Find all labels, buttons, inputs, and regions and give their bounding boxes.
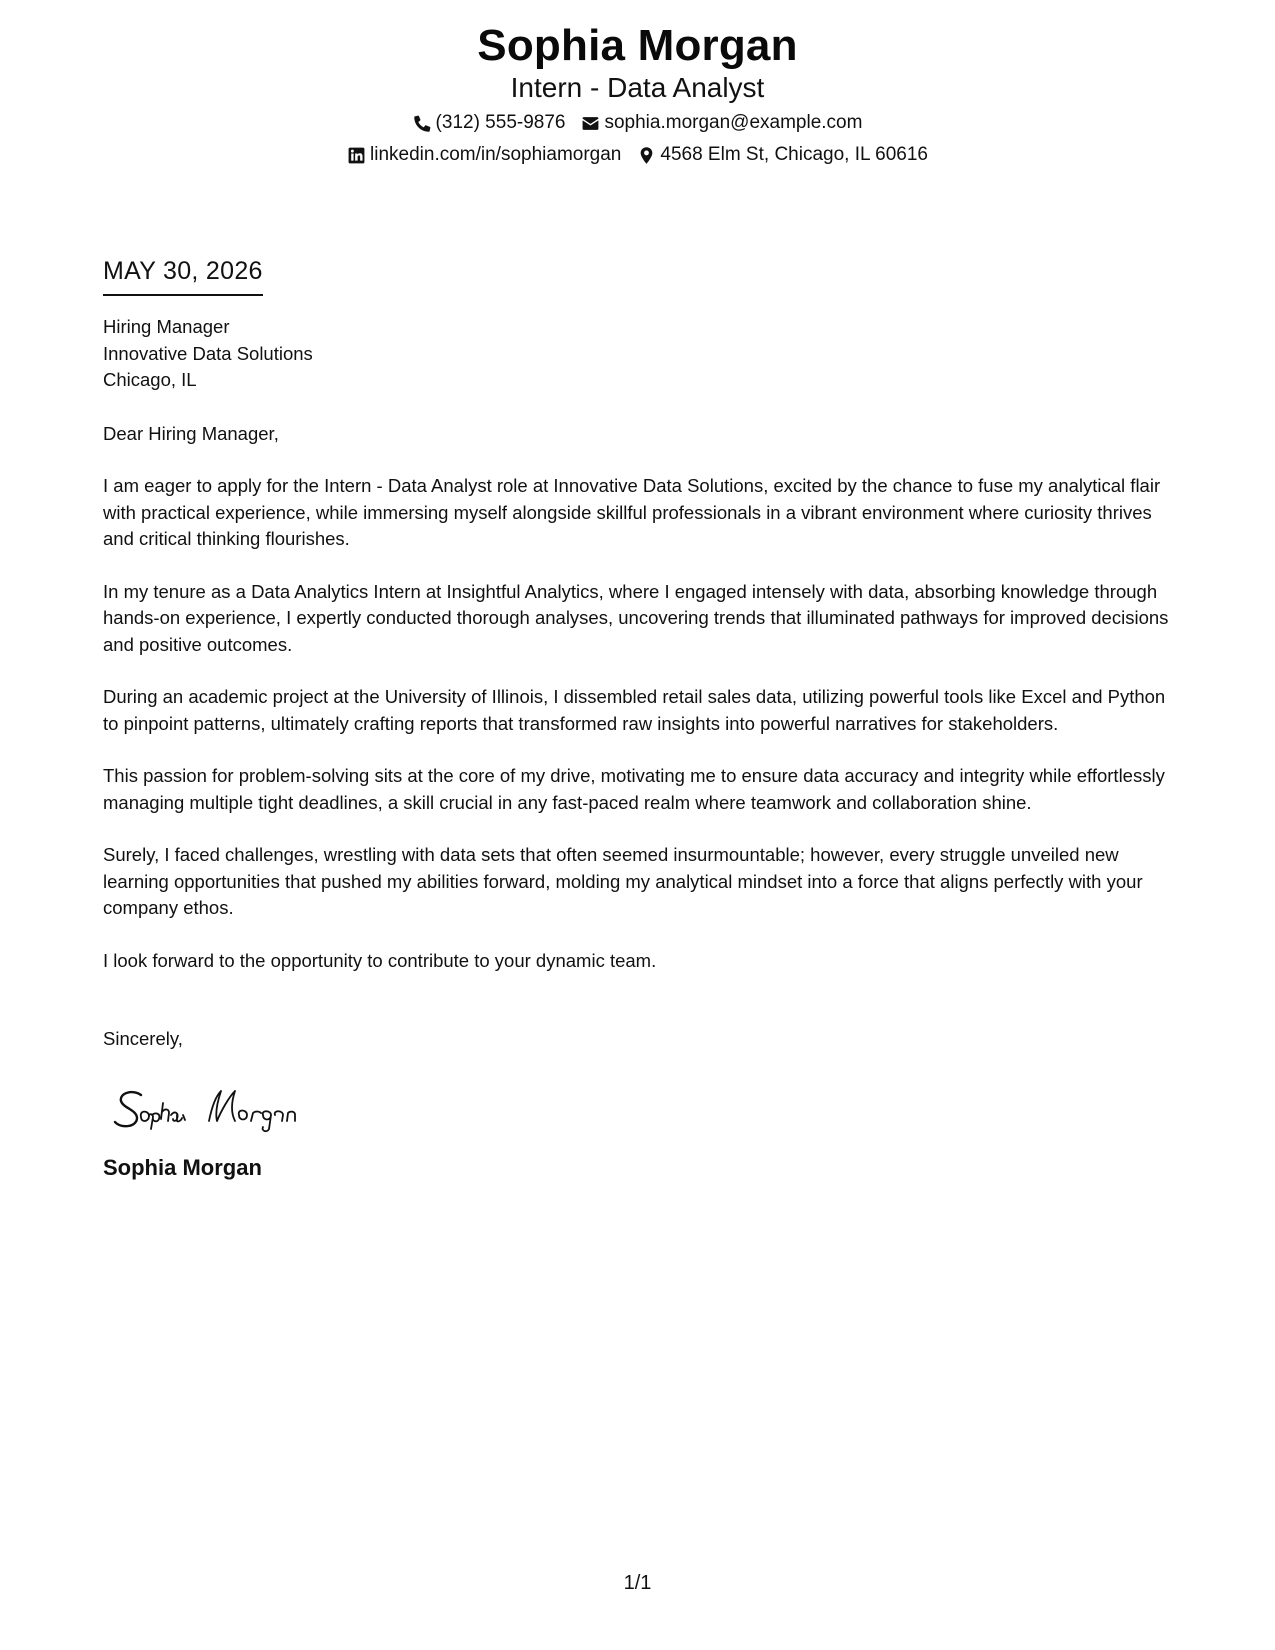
address-text: 4568 Elm St, Chicago, IL 60616 — [660, 144, 928, 165]
applicant-role: Intern - Data Analyst — [510, 72, 765, 103]
email-text: sophia.morgan@example.com — [604, 112, 863, 133]
page-number: 1/1 — [623, 1572, 652, 1594]
recipient-line: Chicago, IL — [103, 369, 197, 390]
recipient-block — [103, 314, 1183, 394]
body-paragraph: During an academic project at the University of Illinois, I dissembled retail sales data, utilizing powerful tools like Excel and Python to pinpoint patterns, ultimately crafting reports that transformed raw insights into powerful narratives for stakeholders. — [103, 686, 1166, 734]
contact-phone — [413, 107, 566, 139]
recipient-line: Hiring Manager — [103, 316, 230, 337]
contact-row-2 — [0, 139, 1275, 171]
contact-email[interactable] — [581, 107, 862, 139]
linkedin-icon — [347, 146, 366, 165]
letter-body — [103, 254, 1183, 1182]
contact-address — [637, 139, 928, 171]
body-paragraph: Surely, I faced challenges, wrestling with data sets that often seemed insurmountable; however, every struggle unveiled new learning opportunities that pushed my abilities forward, molding my analytical mindset into a force that aligns perfectly with your company ethos. — [103, 844, 1143, 918]
closing: Sincerely, — [103, 1028, 183, 1049]
letter-header — [0, 18, 1275, 171]
body-paragraph: I am eager to apply for the Intern - Data Analyst role at Innovative Data Solutions, excited by the chance to fuse my analytical flair with practical experience, while immersing myself alongside skillful professionals in a vibrant environment where curiosity thrives and critical thinking flourishes. — [103, 475, 1161, 549]
applicant-name: Sophia Morgan — [477, 21, 798, 70]
recipient-line: Innovative Data Solutions — [103, 342, 313, 364]
handwritten-signature — [111, 1077, 361, 1137]
envelope-icon — [581, 114, 600, 133]
letter-date: MAY 30, 2026 — [103, 254, 263, 296]
phone-icon — [413, 114, 432, 133]
map-pin-icon — [637, 146, 656, 165]
body-paragraph: This passion for problem-solving sits at the core of my drive, motivating me to ensure data accuracy and integrity while effortlessly managing multiple tight deadlines, a skill crucial in any fast-paced realm where teamwork and collaboration shine. — [103, 765, 1165, 813]
signer-name: Sophia Morgan — [103, 1154, 262, 1180]
linkedin-text: linkedin.com/in/sophiamorgan — [370, 144, 622, 165]
phone-text: (312) 555-9876 — [435, 112, 566, 133]
body-paragraph: I look forward to the opportunity to contribute to your dynamic team. — [103, 949, 657, 971]
contact-row-1 — [0, 107, 1275, 139]
contact-linkedin[interactable] — [347, 139, 621, 171]
body-paragraph: In my tenure as a Data Analytics Intern at Insightful Analytics, where I engaged intensely with data, absorbing knowledge through hands-on experience, I expertly conducted thorough analyses, uncovering trends that illuminated pathways for improved decisions and positive outcomes. — [103, 580, 1169, 655]
salutation: Dear Hiring Manager, — [103, 422, 279, 444]
